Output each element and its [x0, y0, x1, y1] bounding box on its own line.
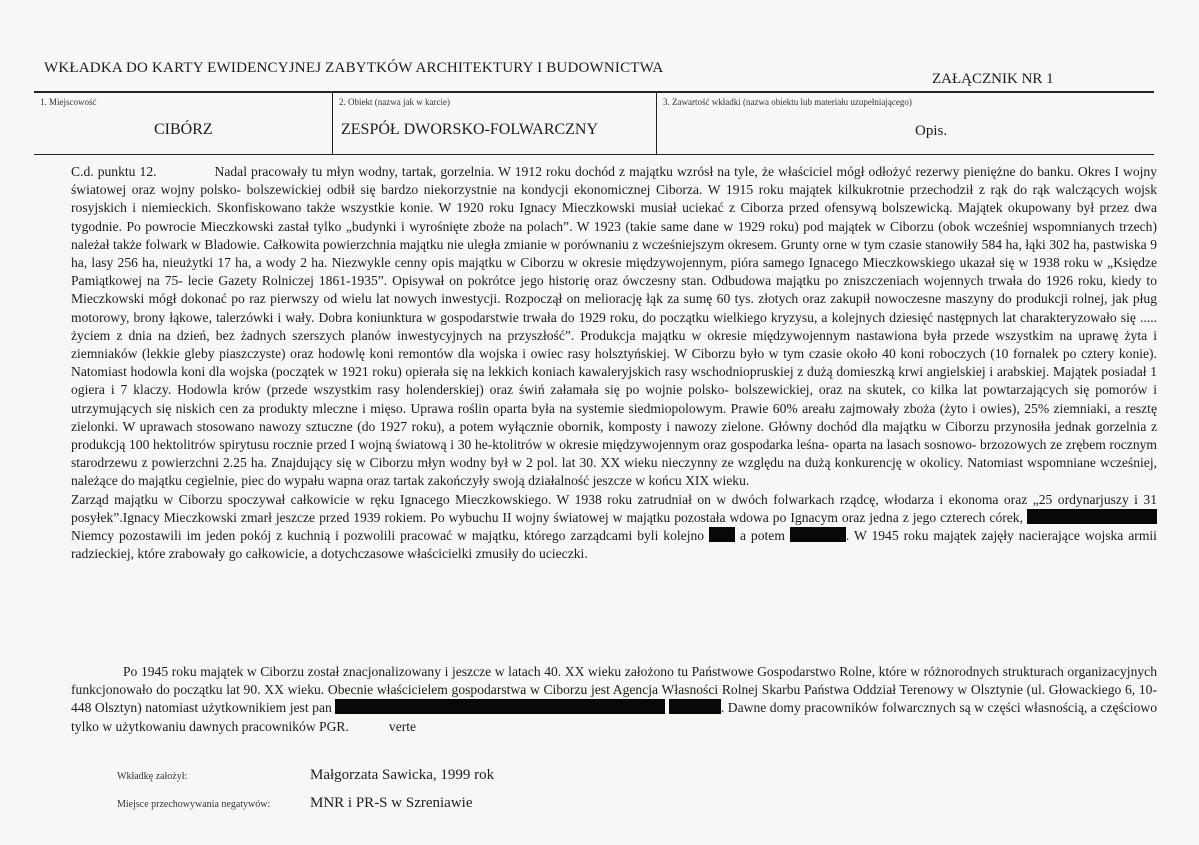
negatives-value: MNR i PR-S w Szreniawie	[310, 795, 473, 811]
author-label: Wkładkę założył:	[117, 771, 188, 782]
header-fields-table	[34, 91, 1154, 155]
place-value: CIBÓRZ	[154, 121, 213, 138]
paragraph-postwar-text-1: Po 1945 roku majątek w Ciborzu został znacjonalizowany i jeszcze w latach 40. XX wieku założono tu Państwowe Gospodarstwo Rolne, które w różnorodnych strukturach organizacyjnych funkcjonowało do początku lat 90. XX wieku. Obecnie właścicielem gospodarstwa w Ciborzu jest Agencja Własności Rolnej Skarbu Państwa Oddział Terenowy w Olsztynie (ul. Głowackiego 6, 10-448 Olsztyn) natomiast użytkownikiem jest pan	[71, 664, 1157, 716]
paragraph-management-text-4: W 1945 roku majątek zajęły nacierające wojska armii radzieckiej, które zrabowały go całkowicie, a dotychczasowe właścicielki zmusiły do ucieczki.	[71, 528, 1157, 562]
author-value: Małgorzata Sawicka, 1999 rok	[310, 767, 495, 783]
object-cell	[332, 93, 657, 154]
attachment-number: ZAŁĄCZNIK NR 1	[932, 71, 1054, 87]
content-label: 3. Zawartość wkładki (nazwa obiektu lub materiału uzupełniającego)	[663, 97, 912, 107]
paragraph-history	[71, 163, 1157, 491]
paragraph-postwar-text-2: Dawne domy pracowników folwarcznych są w części własnością, a częściowo tylko w użytkowaniu dawnych pracowników PGR.	[71, 700, 1157, 734]
paragraph-management-text-2: Niemcy pozostawili im jeden pokój z kuchnią i pozwolili pracować w majątku, którego zarządcami byli kolejno	[71, 528, 705, 544]
place-cell	[34, 93, 332, 154]
redaction-block	[335, 699, 665, 714]
paragraph-management-text-3: a potem	[739, 528, 785, 544]
object-label: 2. Obiekt (nazwa jak w karcie)	[339, 97, 450, 107]
paragraph-management: Zarząd majątku w Ciborzu spoczywał całkowicie w ręku Ignacego Mieczkowskiego. W 1938 roku zatrudniał on w dwóch folwarkach rządcę, włodarza i ekonoma oraz „25 ordynarjuszy i 31 posyłek”.Ignacy Mieczkowski zmarł jeszcze przed 1939 rokiem. Po wybuchu II wojny światowej w majątku pozostała wdowa po Ignacym oraz jedna z jego czterech córek, Niemcy pozostawili im jeden pokój z kuchnią i pozwolili pracować w majątku, którego zarządcami byli kolejno a potem . W 1945 roku majątek zajęły nacierające wojska armii radzieckiej, które zrabowały go całkowicie, a dotychczasowe właścicielki zmusiły do ucieczki.	[71, 491, 1157, 562]
verte-note: verte	[388, 718, 417, 734]
redaction-block	[1027, 509, 1157, 524]
redaction-block	[790, 527, 846, 542]
place-label: 1. Miejscowość	[40, 97, 97, 107]
content-value: Opis.	[915, 123, 948, 139]
form-title: WKŁADKA DO KARTY EWIDENCYJNEJ ZABYTKÓW ARCHITEKTURY I BUDOWNICTWA	[44, 60, 664, 76]
negatives-label: Miejsce przechowywania negatywów:	[117, 799, 271, 810]
paragraph-management-text-1: Zarząd majątku w Ciborzu spoczywał całkowicie w ręku Ignacego Mieczkowskiego. W 1938 roku zatrudniał on w dwóch folwarkach rządcę, włodarza i ekonoma oraz „25 ordynarjuszy i 31 posyłek”.Ignacy Mieczkowski zmarł jeszcze przed 1939 rokiem. Po wybuchu II wojny światowej w majątku pozostała wdowa po Ignacym oraz jedna z jego czterech córek,	[71, 491, 1157, 525]
redaction-block	[709, 527, 735, 542]
continuation-lead: C.d. punktu 12.	[71, 164, 157, 179]
object-value: ZESPÓŁ DWORSKO-FOLWARCZNY	[341, 121, 599, 138]
content-cell	[656, 93, 1154, 154]
description-body	[71, 163, 1157, 563]
paragraph-postwar: Po 1945 roku majątek w Ciborzu został znacjonalizowany i jeszcze w latach 40. XX wieku założono tu Państwowe Gospodarstwo Rolne, które w różnorodnych strukturach organizacyjnych funkcjonowało do początku lat 90. XX wieku. Obecnie właścicielem gospodarstwa w Ciborzu jest Agencja Własności Rolnej Skarbu Państwa Oddział Terenowy w Olsztynie (ul. Głowackiego 6, 10-448 Olsztyn) natomiast użytkownikiem jest pan . Dawne domy pracowników folwarcznych są w części własnością, a częściowo tylko w użytkowaniu dawnych pracowników PGR. verte	[71, 664, 1157, 734]
paragraph-history-text: Nadal pracowały tu młyn wodny, tartak, gorzelnia. W 1912 roku dochód z majątku wzrósł na tyle, że właściciel mógł odłożyć rezerwy pieniężne do banku. Okres I wojny światowej oraz wojny polsko- bolszewickiej odbił się bardzo niekorzystnie na kondycji ekonomicznej Ciborza. W 1915 roku majątek kilkukrotnie przechodził z rąk do rąk walczących wojsk rosyjskich i niemieckich. Skonfiskowano także wszystkie konie. W 1920 roku Ignacy Mieczkowski musiał uciekać z Ciborza przed ofensywą bolszewicką. Majątek okupowany był przez dwa tygodnie. Po powrocie Mieczkowski zastał tylko „budynki i wyrośnięte zboże na polach”. W 1923 (takie same dane w 1929 roku) pod majątek w Ciborzu (obok wcześniej wspomnianych trzech) należał także folwark w Bladowie. Całkowita powierzchnia majątku nie uległa zmianie w porównaniu z wcześniejszym okresem. Grunty orne w tym czasie stanowiły 584 ha, łąki 302 ha, pastwiska 9 ha, lasy 256 ha, nieużytki 17 ha, a wody 2 ha. Niezwykle cenny opis majątku w Ciborzu w okresie międzywojennym, pióra samego Ignacego Mieczkowskiego ukazał się w 1938 roku w „Księdze Pamiątkowej na 75- lecie Gazety Rolniczej 1861-1935”. Opisywał on pokrótce jego historię oraz ówczesny stan. Odbudowa majątku po zniszczeniach wojennych trwała do 1926 roku, kiedy to Mieczkowski mógł dokonać po raz pierwszy od wielu lat nowych inwestycji. Rozpoczął on meliorację łąk za sumę 60 tys. złotych oraz zakupił nowoczesne maszyny do produkcji rolnej, jak pług motorowy, brony łąkowe, talerzówki i wały. Dobra koniunktura w gospodarstwie trwała do 1929 roku, do początku wielkiego kryzysu, a kolejnych dziesięć następnych lat charakteryzowało się ..... życiem z dnia na dzień, bez żadnych szerszych planów inwestycyjnych na przyszłość”. Produkcja majątku w okresie międzywojennym nastawiona była przede wszystkim na uprawę żyta i ziemniaków (lekkie gleby piaszczyste) oraz hodowlę koni remontów dla wojska i owiec rasy holsztyńskiej. W Ciborzu było w tym czasie około 40 koni roboczych (10 fornalek po cztery konie). Natomiast hodowla koni dla wojska (początek w 1921 roku) opierała się na lekkich koniach kawaleryjskich rasy wschodniopruskiej z dużą domieszką krwi angielskiej i arabskiej. Majątek posiadał 1 ogiera i 7 klaczy. Hodowla krów (przede wszystkim rasy holenderskiej) oraz świń załamała się po wojnie polsko- bolszewickiej, oraz na skutek, co kilka lat powtarzających się pomorów i utrzymujących się niskich cen za produkty mleczne i mięso. Uprawa roślin oparta była na systemie siedmiopolowym. Prawie 60% areału zajmowały zboża (żyto i owies), 25% ziemniaki, a resztę zielonki. W uprawach stosowano nawozy sztuczne (do 1927 roku), a potem wyłącznie obornik, komposty i nawozy zielone. Główny dochód dla majątku w Ciborzu przynosiła jednak gorzelnia z produkcją 100 hektolitrów spirytusu rocznie przed I wojną światową i 30 he-ktolitrów w okresie międzywojennym oraz gospodarka leśna- oparta na lasach sosnowo- brzozowych ze zrębem rocznym starodrzewu z powierzchni 2.25 ha. Znajdujący się w Ciborzu młyn wodny był w 2 pol. lat 30. XX wieku nieczynny ze względu na dużą konkurencję w okolicy. Natomiast wspomniane wcześniej, należące do majątku cegielnie, piec do wypału wapna oraz tartak zakończyły swoją działalność jeszcze w końcu XIX wieku.	[71, 164, 1157, 489]
redaction-block	[669, 699, 721, 714]
